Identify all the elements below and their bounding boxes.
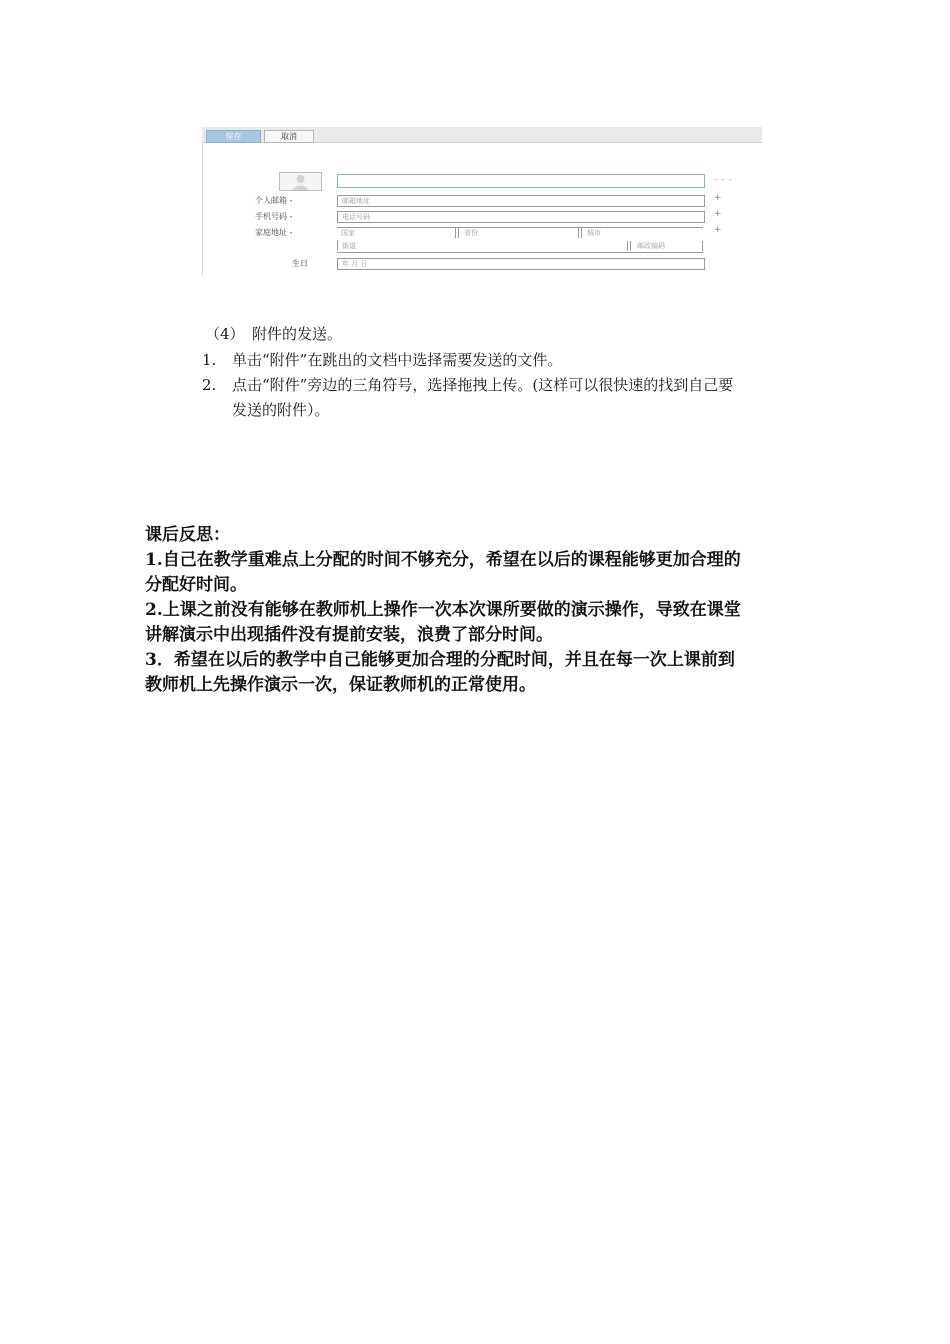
name-input[interactable] bbox=[337, 174, 705, 188]
reflection-title: 课后反思： bbox=[145, 525, 230, 545]
province-field[interactable]: 省份 bbox=[464, 229, 478, 237]
avatar-icon[interactable] bbox=[279, 172, 322, 191]
country-field[interactable]: 国家 bbox=[341, 229, 355, 237]
address-separator bbox=[578, 228, 579, 238]
address-separator bbox=[630, 241, 631, 251]
add-address-icon[interactable]: + bbox=[714, 225, 722, 235]
address-separator bbox=[455, 228, 456, 238]
street-field[interactable]: 街道 bbox=[342, 242, 356, 250]
address-bottom-line bbox=[337, 252, 703, 253]
list-item-text-continued: 发送的附件）。 bbox=[232, 401, 330, 419]
phone-label: 手机号码 - bbox=[255, 212, 293, 221]
form-left-border bbox=[202, 143, 203, 276]
list-item-number: 2. bbox=[202, 376, 217, 394]
save-button[interactable]: 保存 bbox=[206, 130, 261, 143]
reflection-line: 教师机上先操作演示一次，保证教师机的正常使用。 bbox=[145, 675, 536, 695]
list-item-text: 单击“附件”在跳出的文档中选择需要发送的文件。 bbox=[232, 351, 563, 369]
address-separator bbox=[458, 228, 459, 238]
list-item-number: 1. bbox=[202, 351, 217, 369]
reflection-line: 分配好时间。 bbox=[145, 575, 247, 595]
address-label: 家庭地址 - bbox=[255, 228, 293, 237]
address-top-line bbox=[337, 227, 703, 228]
address-separator bbox=[581, 228, 582, 238]
reflection-line: 讲解演示中出现插件没有提前安装，浪费了部分时间。 bbox=[145, 625, 553, 645]
city-field[interactable]: 城市 bbox=[587, 229, 601, 237]
birthday-label: 生日 bbox=[292, 259, 308, 268]
cancel-button[interactable]: 取消 bbox=[264, 130, 314, 143]
birthday-input[interactable]: 年 月 日 bbox=[337, 258, 705, 270]
email-input[interactable]: 邮箱地址 bbox=[337, 195, 705, 207]
list-item-text: 点击“附件”旁边的三角符号，选择拖拽上传。(这样可以很快速的找到自己要 bbox=[232, 376, 734, 394]
email-label: 个人邮箱 - bbox=[255, 196, 293, 205]
postcode-field[interactable]: 邮政编码 bbox=[637, 242, 665, 250]
contact-form-screenshot bbox=[202, 127, 762, 276]
reflection-line: 3．希望在以后的教学中自己能够更加合理的分配时间，并且在每一次上课前到 bbox=[145, 650, 735, 670]
address-separator bbox=[627, 241, 628, 251]
address-separator bbox=[702, 241, 703, 251]
more-dash-icon: - - - bbox=[714, 175, 733, 184]
section-heading: （4） 附件的发送。 bbox=[205, 325, 343, 343]
add-phone-icon[interactable]: + bbox=[714, 209, 722, 219]
reflection-line: 2.上课之前没有能够在教师机上操作一次本次课所要做的演示操作，导致在课堂 bbox=[145, 600, 741, 620]
reflection-line: 1.自己在教学重难点上分配的时间不够充分，希望在以后的课程能够更加合理的 bbox=[145, 550, 741, 570]
phone-input[interactable]: 电话号码 bbox=[337, 211, 705, 223]
add-email-icon[interactable]: + bbox=[714, 193, 722, 203]
form-toolbar bbox=[202, 127, 762, 143]
